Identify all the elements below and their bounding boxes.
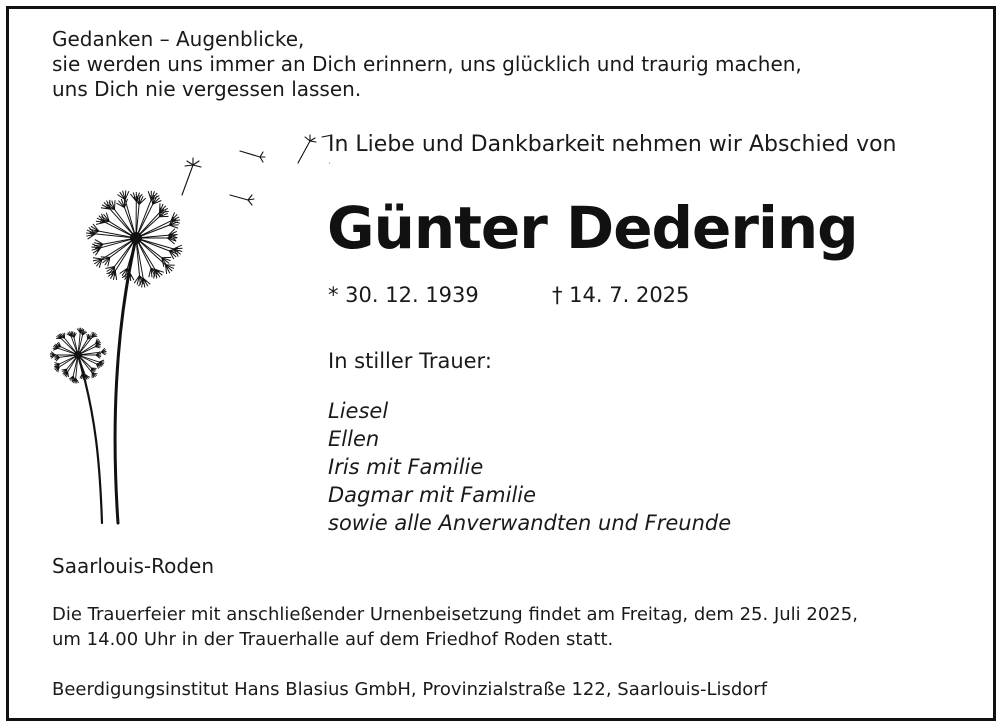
death-date: † 14. 7. 2025 xyxy=(552,283,690,307)
poem-line: uns Dich nie vergessen lassen. xyxy=(52,77,362,101)
dandelion-illustration xyxy=(30,105,330,535)
undertaker-info: Beerdigungsinstitut Hans Blasius GmbH, Provinzialstraße 122, Saarlouis-Lisdorf xyxy=(52,679,768,700)
ceremony-line: Die Trauerfeier mit anschließender Urnenbeisetzung findet am Freitag, dem 25. Juli 2025, xyxy=(52,604,858,625)
mourners-list xyxy=(328,397,731,537)
deceased-name: Günter Dedering xyxy=(327,194,858,262)
mourner: sowie alle Anverwandten und Freunde xyxy=(328,511,732,535)
farewell-intro: In Liebe und Dankbarkeit nehmen wir Abschied von xyxy=(328,132,897,157)
ceremony-line: um 14.00 Uhr in der Trauerhalle auf dem Friedhof Roden statt. xyxy=(52,629,614,650)
birth-date: * 30. 12. 1939 xyxy=(328,283,479,307)
ceremony-info xyxy=(52,602,858,652)
mourner: Dagmar mit Familie xyxy=(328,483,537,507)
poem-line: sie werden uns immer an Dich erinnern, uns glücklich und traurig machen, xyxy=(52,52,802,76)
mourner: Ellen xyxy=(328,427,380,451)
poem-line: Gedanken – Augenblicke, xyxy=(52,27,305,51)
poem xyxy=(52,27,802,102)
mourner: Liesel xyxy=(328,399,389,423)
mourner: Iris mit Familie xyxy=(328,455,484,479)
place-name: Saarlouis-Roden xyxy=(52,554,215,578)
mourning-heading: In stiller Trauer: xyxy=(328,349,492,373)
